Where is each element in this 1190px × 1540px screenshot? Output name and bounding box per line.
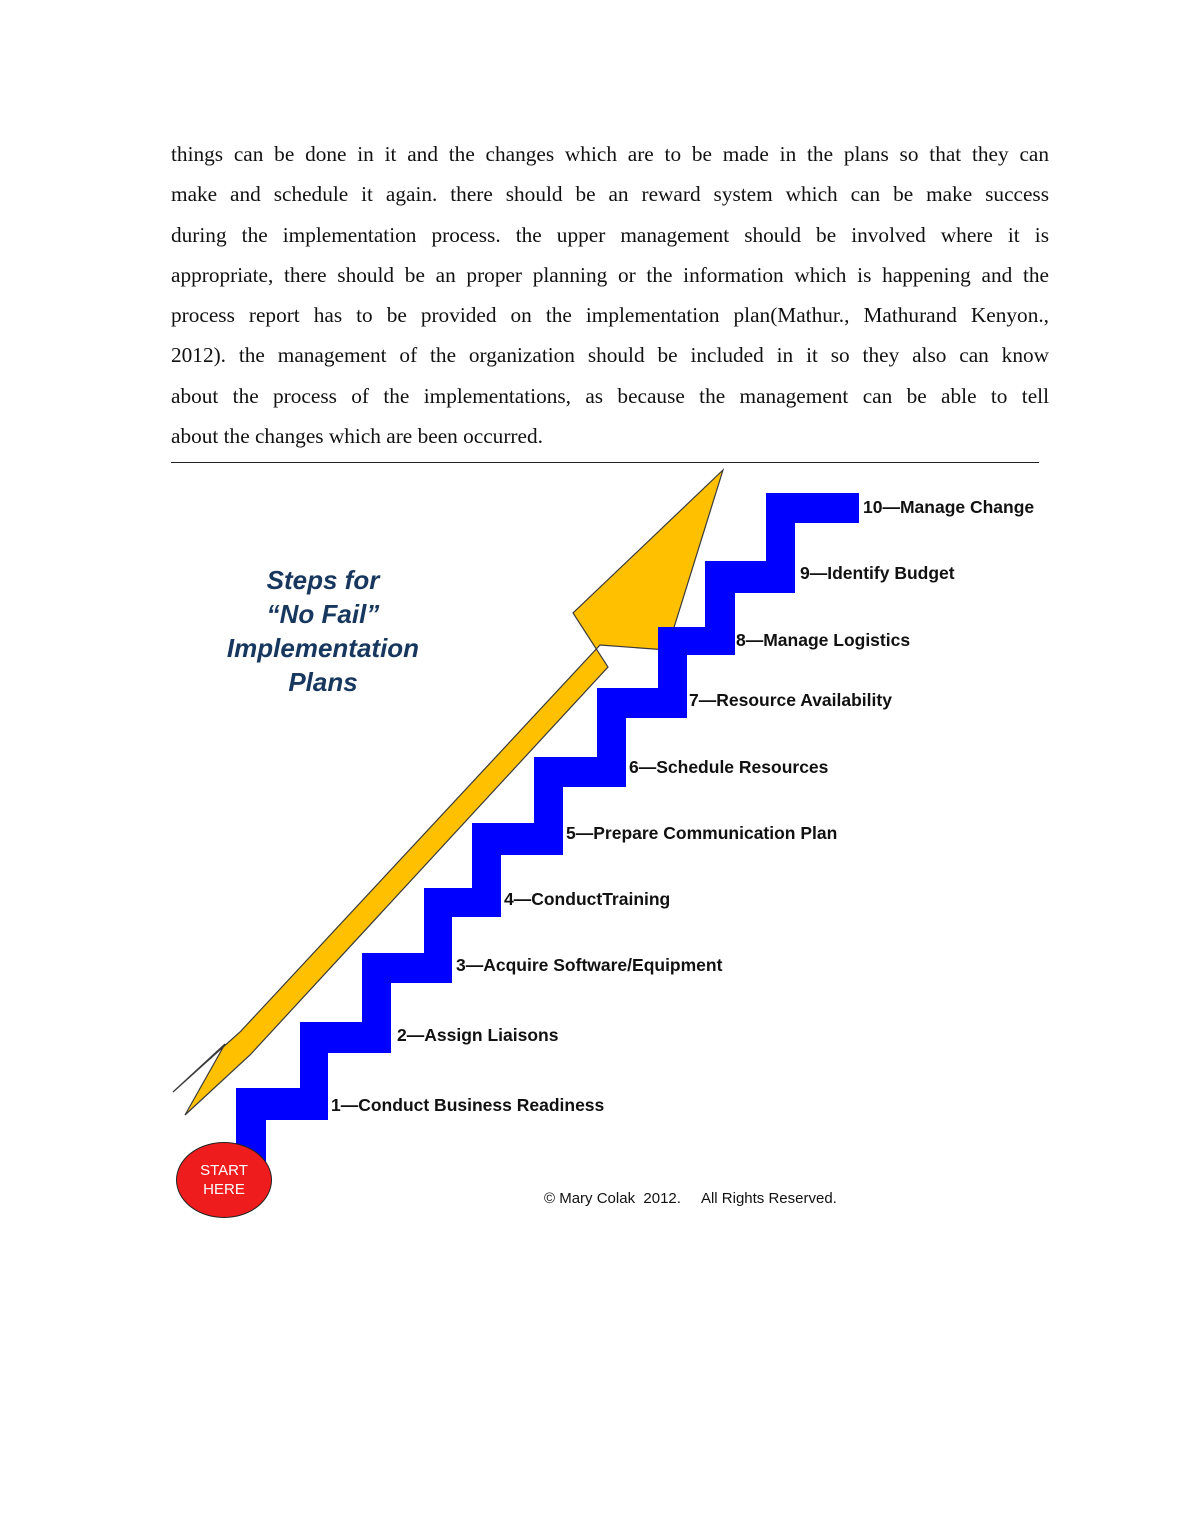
copyright-notice: © Mary Colak 2012. All Rights Reserved.: [544, 1190, 837, 1207]
step-label-7: 7—Resource Availability: [689, 690, 892, 710]
paragraph-line: during the implementation process. the upper management should be involved where it is: [171, 222, 1049, 247]
paragraph-line: appropriate, there should be an proper planning or the information which is happening and the: [171, 262, 1049, 287]
figure-title-line: “No Fail”: [266, 599, 380, 629]
step-label-6: 6—Schedule Resources: [629, 757, 829, 777]
paragraph-line: 2012). the management of the organization should be included in it so they also can know: [171, 343, 1049, 368]
figure-title-line: Steps for: [266, 565, 380, 595]
step-label-8: 8—Manage Logistics: [736, 630, 911, 650]
step-label-3: 3—Acquire Software/Equipment: [456, 955, 723, 975]
paragraph-line: about the changes which are been occurred.: [171, 424, 543, 449]
step-label-10: 10—Manage Change: [863, 497, 1035, 517]
horizontal-rule: [171, 462, 1039, 463]
step-label-5: 5—Prepare Communication Plan: [566, 823, 838, 843]
start-here-badge: [176, 1142, 272, 1218]
implementation-steps-figure: [165, 465, 1045, 1235]
step-label-4: 4—ConductTraining: [504, 889, 671, 909]
paragraph-line: make and schedule it again. there should be an reward system which can be make success: [171, 182, 1049, 207]
step-label-9: 9—Identify Budget: [800, 563, 955, 583]
figure-title: [203, 563, 443, 699]
start-badge-line: START: [200, 1162, 248, 1179]
step-label-2: 2—Assign Liaisons: [397, 1025, 559, 1045]
figure-title-line: Plans: [288, 667, 358, 697]
start-badge-line: HERE: [203, 1181, 245, 1198]
paragraph-line: process report has to be provided on the implementation plan(Mathur., Mathurand Kenyon.,: [171, 303, 1049, 328]
paragraph-line: about the process of the implementations, as because the management can be able to tell: [171, 383, 1049, 408]
body-paragraph: [171, 134, 1049, 456]
figure-title-line: Implementation: [226, 633, 420, 663]
step-label-1: 1—Conduct Business Readiness: [331, 1095, 605, 1115]
paragraph-line: things can be done in it and the changes which are to be made in the plans so that they can: [171, 142, 1049, 166]
